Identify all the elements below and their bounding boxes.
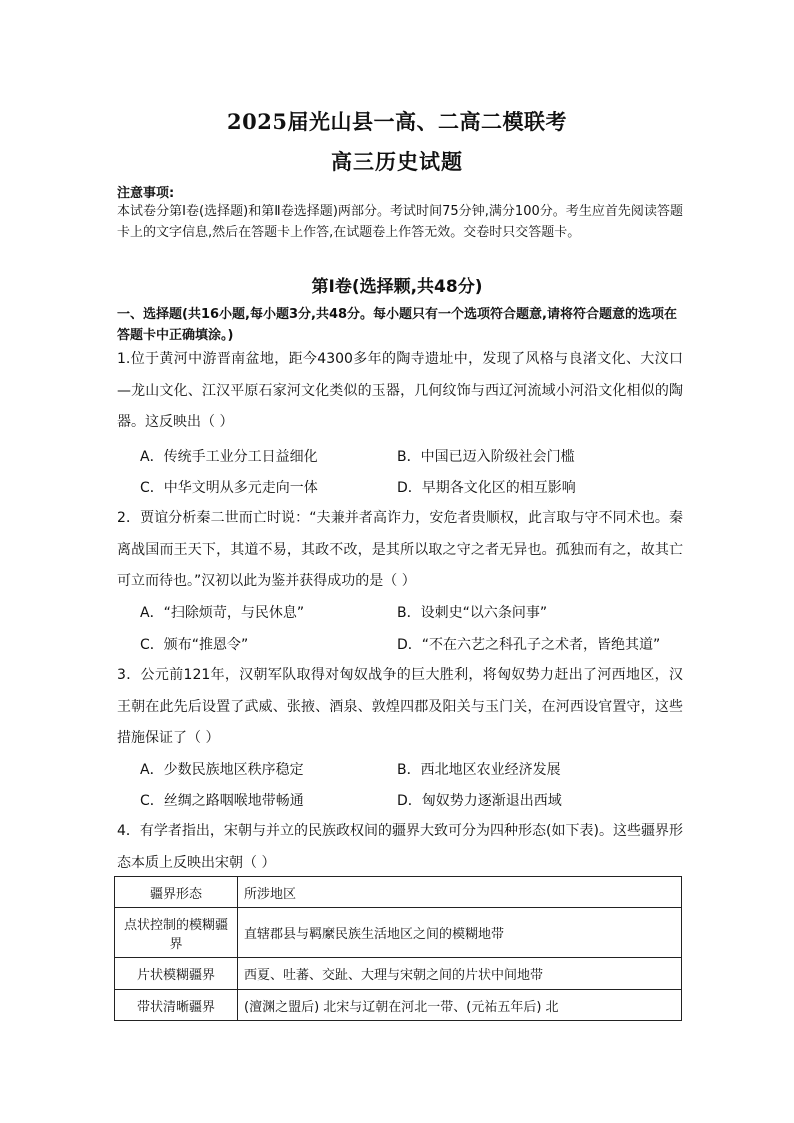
table-cell: 带状清晰疆界 (115, 990, 238, 1021)
table-cell: 点状控制的模糊疆界 (115, 908, 238, 958)
question-1-stem: 1.位于黄河中游晋南盆地，距今4300多年的陶寺遗址中，发现了风格与良渚文化、大汶口—龙山文化、江汉平原石家河文化类似的玉器，几何纹饰与西辽河流域小河沿文化相似的陶器。这反映出（ ） (117, 351, 683, 430)
question-2-option-d: D．“不在六艺之科孔子之术者，皆绝其道” (397, 637, 661, 653)
border-forms-table (114, 876, 682, 1021)
exam-subtitle: 高三历史试题 (331, 149, 463, 174)
question-2-stem: 2．贾谊分析秦二世而亡时说：“夫兼并者高诈力，安危者贵顺权，此言取与守不同术也。秦离战国而王天下，其道不易，其政不改，是其所以取之守之者无异也。孤独而有之，故其亡可立而待也。”汉初以此为鉴并获得成功的是（ ） (117, 510, 683, 589)
table-cell: 直辖郡县与羁縻民族生活地区之间的模糊地带 (238, 908, 682, 958)
question-2-option-a: A．“扫除烦苛，与民休息” (140, 605, 305, 621)
table-header-row (115, 877, 682, 908)
table-row (115, 990, 682, 1021)
table-header-cell: 所涉地区 (238, 877, 682, 908)
question-1-option-d: D．早期各文化区的相互影响 (397, 480, 576, 496)
table-row (115, 908, 682, 958)
question-3-option-b: B．西北地区农业经济发展 (397, 762, 561, 778)
notice-heading: 注意事项: (117, 186, 175, 201)
table-row (115, 958, 682, 990)
table-cell: 片状模糊疆界 (115, 958, 238, 990)
section-title: 第Ⅰ卷(选择颗,共48分) (311, 277, 483, 297)
exam-title: 2025届光山县一高、二高二模联考 (227, 109, 567, 134)
question-4-stem: 4．有学者指出，宋朝与并立的民族政权间的疆界大致可分为四种形态(如下表)。这些疆界形态本质上反映出宋朝（ ） (117, 823, 683, 871)
question-3-option-a: A．少数民族地区秩序稳定 (140, 762, 304, 778)
question-2-option-b: B．设刺史“以六条问事” (397, 605, 548, 621)
question-3-option-d: D．匈奴势力逐渐退出西域 (397, 793, 562, 809)
table-header-cell: 疆界形态 (115, 877, 238, 908)
table-cell: (澶渊之盟后) 北宋与辽朝在河北一带、(元祐五年后) 北 (238, 990, 682, 1021)
notice-text: 本试卷分第Ⅰ卷(选择题)和第Ⅱ卷选择题)两部分。考试时间75分钟,满分100分。考生应首先阅读答题卡上的文字信息,然后在答题卡上作答,在试题卷上作答无效。交卷时只交答题卡。 (117, 204, 683, 240)
section-instructions: 一、选择题(共16小题,每小题3分,共48分。每小题只有一个选项符合题意,请将符合题意的选项在答题卡中正确填涂。) (117, 307, 677, 343)
table-cell: 西夏、吐蕃、交趾、大理与宋朝之间的片状中间地带 (238, 958, 682, 990)
question-1-option-a: A．传统手工业分工日益细化 (140, 449, 318, 465)
question-1-option-b: B．中国已迈入阶级社会门槛 (397, 449, 575, 465)
question-2-option-c: C．颁布“推恩令” (140, 637, 249, 653)
question-3-stem: 3．公元前121年，汉朝军队取得对匈奴战争的巨大胜利，将匈奴势力赶出了河西地区，汉王朝在此先后设置了武威、张掖、酒泉、敦煌四郡及阳关与玉门关，在河西设官置守，这些措施保证了（ ） (117, 667, 683, 746)
question-1-option-c: C．中华文明从多元走向一体 (140, 480, 318, 496)
question-3-option-c: C．丝绸之路咽喉地带畅通 (140, 793, 304, 809)
